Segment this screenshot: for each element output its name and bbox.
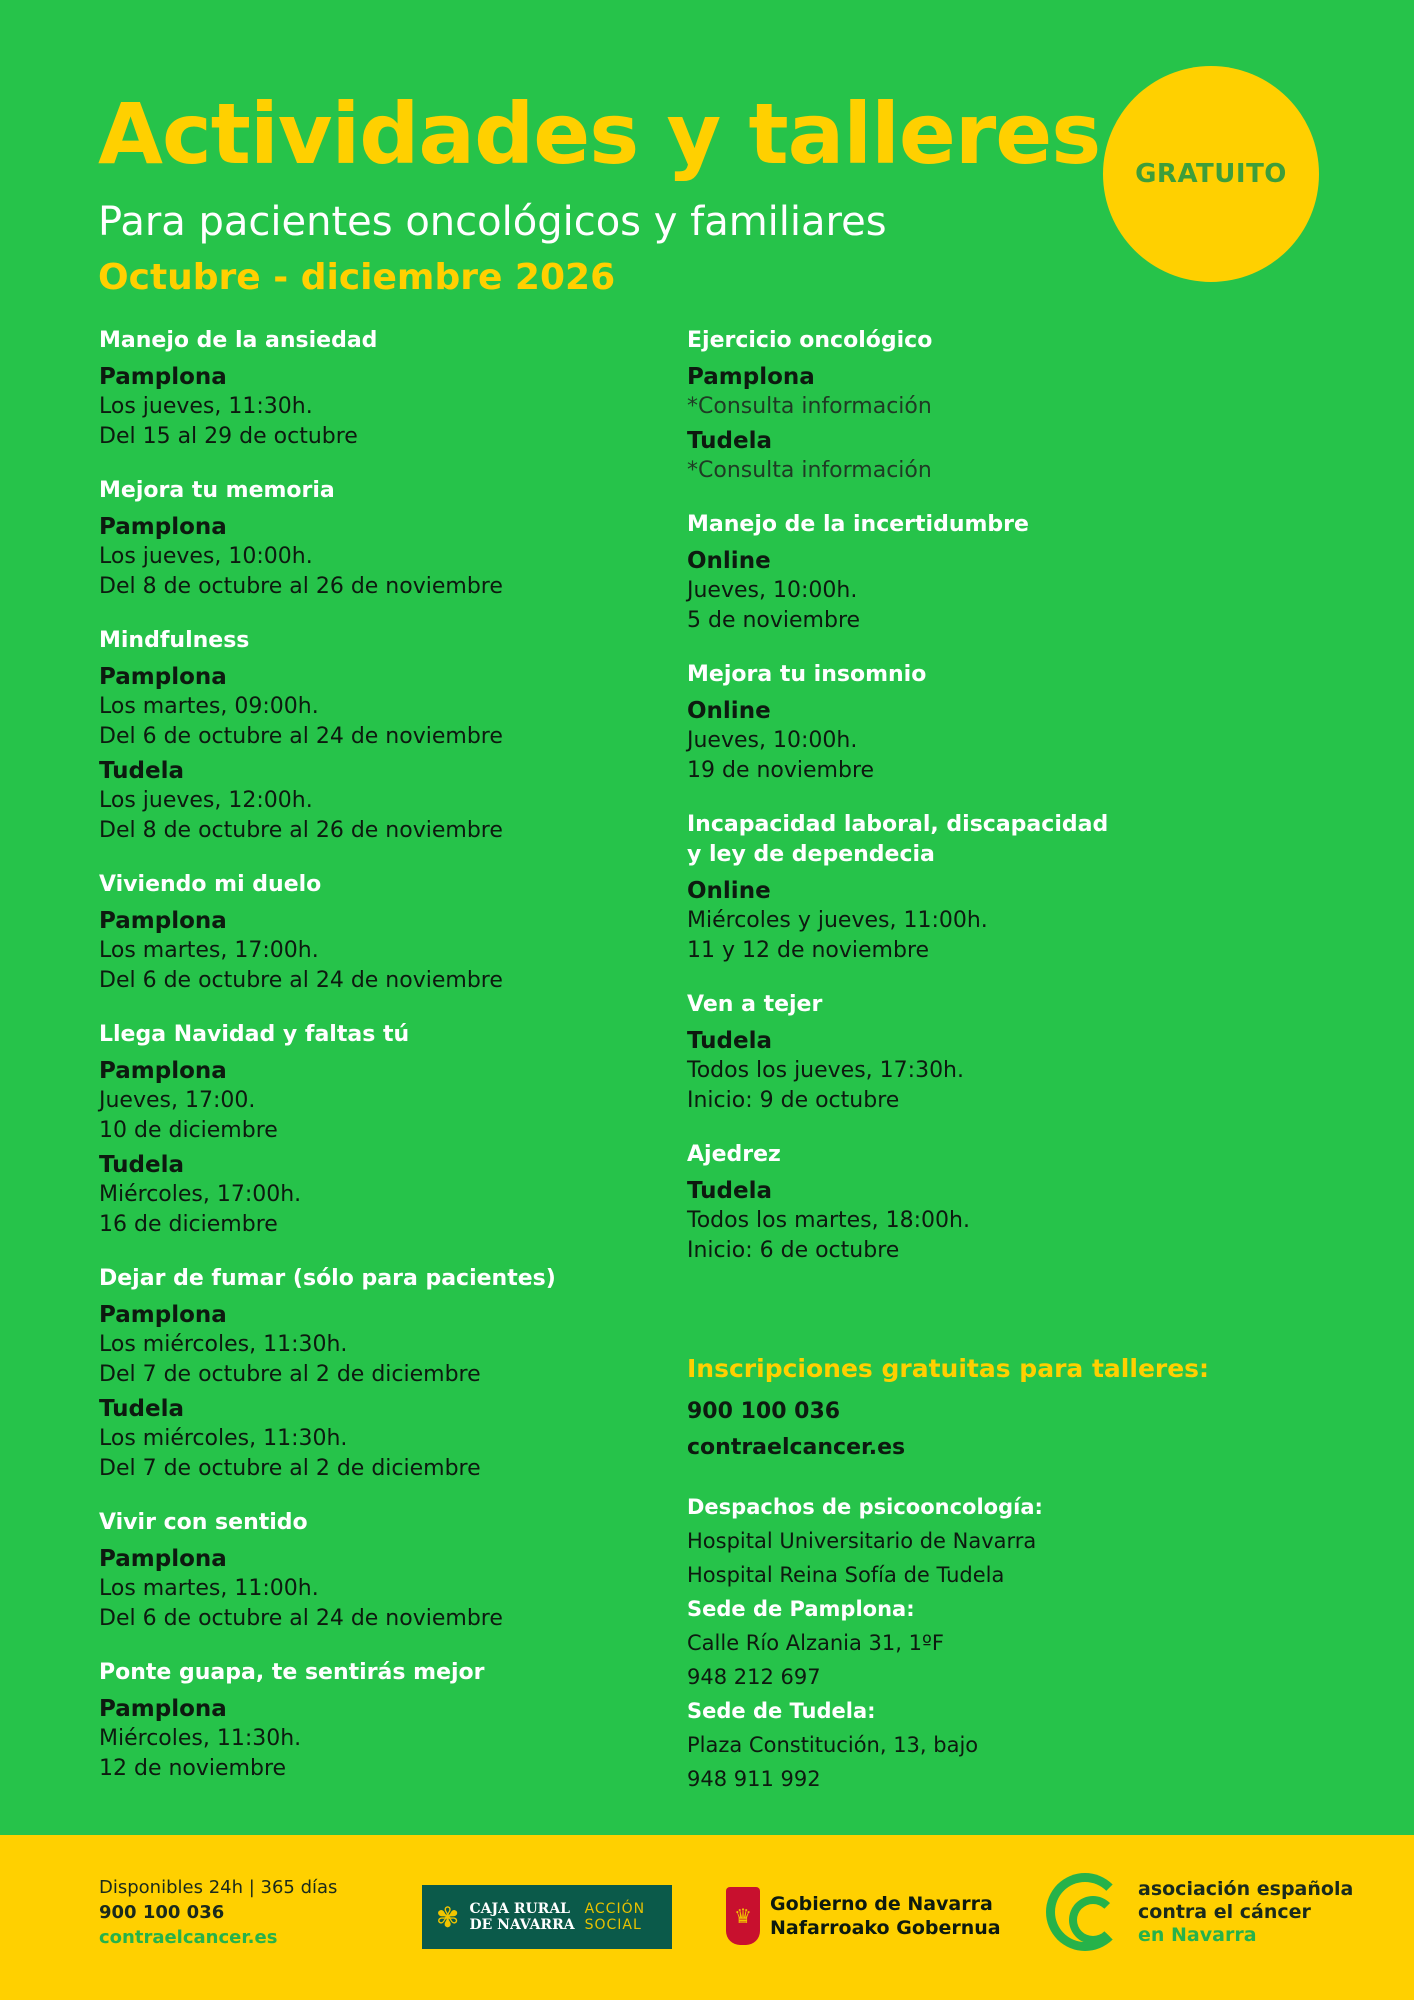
- activity-location: [687, 1176, 1327, 1266]
- location-name: Online: [687, 698, 771, 724]
- availability-text: Disponibles 24h | 365 días: [99, 1877, 338, 1898]
- free-badge: [1103, 66, 1319, 282]
- activity-title: Ejercicio oncológico: [687, 328, 933, 353]
- activity-location: [99, 1300, 659, 1390]
- footer-web-link[interactable]: contraelcancer.es: [99, 1927, 278, 1948]
- activity-location: [99, 512, 659, 602]
- activity-title: Dejar de fumar (sólo para pacientes): [99, 1266, 556, 1291]
- activity-location: [99, 1544, 659, 1634]
- location-name: Tudela: [687, 428, 773, 454]
- schedule-line: Todos los jueves, 17:30h.: [687, 1058, 964, 1083]
- aecc-region: en Navarra: [1138, 1923, 1257, 1946]
- registration-web-link[interactable]: contraelcancer.es: [687, 1435, 906, 1460]
- free-badge-label: GRATUITO: [1135, 159, 1287, 189]
- coat-of-arms-icon: ♛: [726, 1887, 760, 1945]
- location-name: Tudela: [687, 1028, 773, 1054]
- aecc-name-line: asociación española: [1138, 1877, 1354, 1900]
- activity-location: [687, 696, 1327, 786]
- activity-title: Mejora tu memoria: [99, 478, 335, 503]
- schedule-line: Los martes, 11:00h.: [99, 1576, 319, 1601]
- schedule-line: Del 6 de octubre al 24 de noviembre: [99, 724, 503, 749]
- location-name: Tudela: [687, 1178, 773, 1204]
- location-name: Pamplona: [99, 664, 227, 690]
- location-name: Tudela: [99, 1396, 185, 1422]
- location-name: Pamplona: [687, 364, 815, 390]
- date-range: Octubre - diciembre 2026: [98, 257, 616, 298]
- wheat-icon: ✾: [436, 1900, 460, 1934]
- schedule-line: Los jueves, 11:30h.: [99, 394, 313, 419]
- schedule-line: Inicio: 6 de octubre: [687, 1238, 900, 1263]
- schedule-line: 12 de noviembre: [99, 1756, 287, 1781]
- activity-title: Ven a tejer: [687, 992, 823, 1017]
- activity-block: [687, 810, 1327, 966]
- schedule-line: Todos los martes, 18:00h.: [687, 1208, 970, 1233]
- activity-title: Mejora tu insomnio: [687, 662, 927, 687]
- activity-block: [687, 660, 1327, 786]
- activities-right-column: [687, 326, 1327, 1290]
- schedule-line: Del 15 al 29 de octubre: [99, 424, 358, 449]
- schedule-line: 11 y 12 de noviembre: [687, 938, 930, 963]
- caja-name-line: CAJA RURAL: [469, 1901, 571, 1917]
- pamplona-address: Calle Río Alzania 31, 1ºF: [687, 1631, 944, 1655]
- activity-title: Manejo de la incertidumbre: [687, 512, 1029, 537]
- schedule-line: 5 de noviembre: [687, 608, 861, 633]
- page-title: Actividades y talleres: [98, 85, 1101, 183]
- activity-title: Vivir con sentido: [99, 1510, 308, 1535]
- schedule-line: Miércoles y jueves, 11:00h.: [687, 908, 988, 933]
- schedule-line: Del 6 de octubre al 24 de noviembre: [99, 968, 503, 993]
- schedule-line: Del 7 de octubre al 2 de diciembre: [99, 1362, 481, 1387]
- schedule-line: Jueves, 10:00h.: [687, 578, 858, 603]
- activity-block: [99, 626, 659, 846]
- schedule-line: Los jueves, 12:00h.: [99, 788, 313, 813]
- aecc-logo: [1046, 1873, 1353, 1951]
- activity-block: [99, 1658, 659, 1784]
- schedule-line: Los jueves, 10:00h.: [99, 544, 313, 569]
- page-subtitle: Para pacientes oncológicos y familiares: [98, 199, 887, 245]
- location-name: Pamplona: [99, 1058, 227, 1084]
- activity-block: [99, 1020, 659, 1240]
- activity-location: [99, 1150, 659, 1240]
- footer-phone[interactable]: 900 100 036: [99, 1902, 225, 1923]
- activity-title: Llega Navidad y faltas tú: [99, 1022, 410, 1047]
- schedule-line: *Consulta información: [687, 394, 932, 419]
- schedule-line: *Consulta información: [687, 458, 932, 483]
- activity-title: Manejo de la ansiedad: [99, 328, 378, 353]
- registration-info: [687, 1352, 1327, 1796]
- footer-contact: [99, 1875, 337, 1950]
- registration-phone[interactable]: 900 100 036: [687, 1399, 841, 1424]
- activity-block: [99, 870, 659, 996]
- activity-location: [687, 876, 1327, 966]
- schedule-line: Jueves, 17:00.: [99, 1088, 256, 1113]
- location-name: Pamplona: [99, 514, 227, 540]
- gob-name-es: Gobierno de Navarra: [770, 1893, 993, 1915]
- schedule-line: Los martes, 09:00h.: [99, 694, 319, 719]
- activity-block: [687, 510, 1327, 636]
- schedule-line: Jueves, 10:00h.: [687, 728, 858, 753]
- location-name: Online: [687, 878, 771, 904]
- location-name: Online: [687, 548, 771, 574]
- location-name: Pamplona: [99, 364, 227, 390]
- activity-block: [99, 1508, 659, 1634]
- location-name: Pamplona: [99, 908, 227, 934]
- activity-title: Ajedrez: [687, 1142, 781, 1167]
- activity-location: [99, 756, 659, 846]
- office-item: Hospital Universitario de Navarra: [687, 1529, 1037, 1553]
- pamplona-phone[interactable]: 948 212 697: [687, 1665, 821, 1689]
- aecc-name-line: contra el cáncer: [1138, 1900, 1311, 1923]
- tudela-phone[interactable]: 948 911 992: [687, 1767, 821, 1791]
- schedule-line: Los miércoles, 11:30h.: [99, 1426, 348, 1451]
- activity-block: [99, 476, 659, 602]
- activity-block: [99, 326, 659, 452]
- caja-rural-logo: [422, 1885, 672, 1949]
- registration-heading: Inscripciones gratuitas para talleres:: [687, 1354, 1210, 1383]
- caja-accion-line: ACCIÓN: [584, 1901, 646, 1917]
- activity-title: Ponte guapa, te sentirás mejor: [99, 1660, 485, 1685]
- schedule-line: Miércoles, 11:30h.: [99, 1726, 302, 1751]
- schedule-line: 10 de diciembre: [99, 1118, 278, 1143]
- tudela-office-title: Sede de Tudela:: [687, 1699, 876, 1723]
- schedule-line: Los martes, 17:00h.: [99, 938, 319, 963]
- activity-block: [687, 990, 1327, 1116]
- activity-location: [99, 1694, 659, 1784]
- activity-location: [687, 546, 1327, 636]
- footer: [0, 1835, 1414, 2000]
- schedule-line: Inicio: 9 de octubre: [687, 1088, 900, 1113]
- office-item: Hospital Reina Sofía de Tudela: [687, 1563, 1005, 1587]
- gobierno-navarra-logo: [726, 1887, 1001, 1945]
- activity-block: [687, 1140, 1327, 1266]
- schedule-line: Del 8 de octubre al 26 de noviembre: [99, 574, 503, 599]
- location-name: Tudela: [99, 1152, 185, 1178]
- activity-title: Mindfulness: [99, 628, 250, 653]
- schedule-line: 16 de diciembre: [99, 1212, 278, 1237]
- gob-name-eu: Nafarroako Gobernua: [770, 1917, 1001, 1939]
- location-name: Pamplona: [99, 1696, 227, 1722]
- activity-location: [99, 1394, 659, 1484]
- pamplona-office-title: Sede de Pamplona:: [687, 1597, 915, 1621]
- activity-title: Incapacidad laboral, discapacidad y ley de dependecia: [687, 812, 1109, 867]
- schedule-line: Del 6 de octubre al 24 de noviembre: [99, 1606, 503, 1631]
- aecc-symbol-icon: [1046, 1873, 1124, 1951]
- location-name: Pamplona: [99, 1302, 227, 1328]
- schedule-line: Miércoles, 17:00h.: [99, 1182, 302, 1207]
- activity-location: [99, 1056, 659, 1146]
- activity-location: [99, 906, 659, 996]
- activity-block: [99, 1264, 659, 1484]
- offices-title: Despachos de psicooncología:: [687, 1495, 1043, 1519]
- schedule-line: Del 7 de octubre al 2 de diciembre: [99, 1456, 481, 1481]
- location-name: Tudela: [99, 758, 185, 784]
- activity-block: [687, 326, 1327, 486]
- caja-name-line: DE NAVARRA: [469, 1917, 575, 1933]
- activity-location: [687, 362, 1327, 422]
- activities-left-column: [99, 326, 659, 1808]
- activity-location: [99, 362, 659, 452]
- activity-location: [99, 662, 659, 752]
- schedule-line: Los miércoles, 11:30h.: [99, 1332, 348, 1357]
- activity-title: Viviendo mi duelo: [99, 872, 322, 897]
- schedule-line: 19 de noviembre: [687, 758, 875, 783]
- tudela-address: Plaza Constitución, 13, bajo: [687, 1733, 979, 1757]
- location-name: Pamplona: [99, 1546, 227, 1572]
- activity-location: [687, 1026, 1327, 1116]
- schedule-line: Del 8 de octubre al 26 de noviembre: [99, 818, 503, 843]
- activity-location: [687, 426, 1327, 486]
- caja-accion-line: SOCIAL: [584, 1917, 642, 1933]
